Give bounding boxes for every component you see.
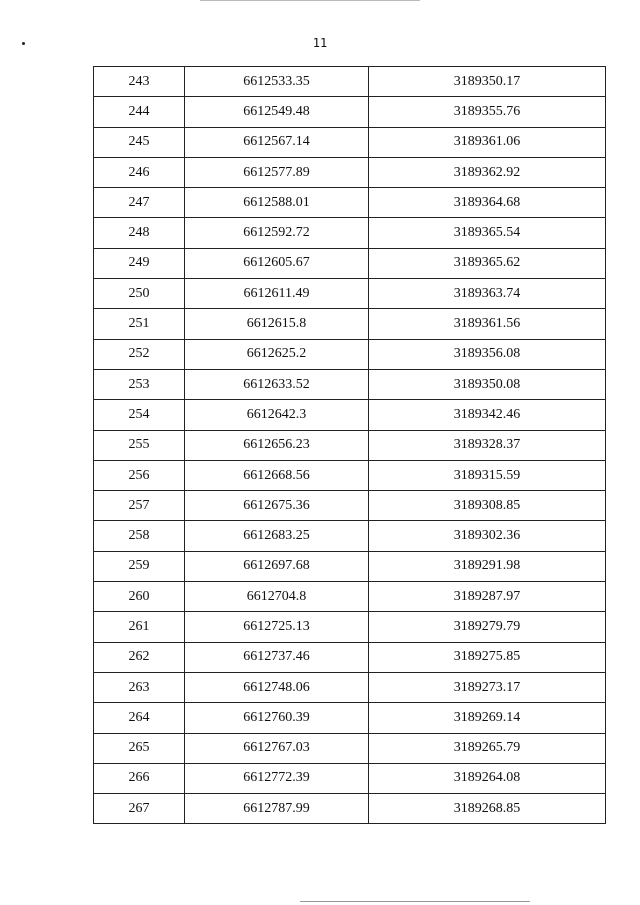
point-index-cell: 264 <box>94 703 185 733</box>
x-coordinate-cell: 6612615.8 <box>185 309 369 339</box>
point-index-cell: 249 <box>94 248 185 278</box>
point-index-cell: 246 <box>94 157 185 187</box>
y-coordinate-cell: 3189361.06 <box>369 127 606 157</box>
point-index-cell: 263 <box>94 672 185 702</box>
y-coordinate-cell: 3189308.85 <box>369 491 606 521</box>
point-index-cell: 248 <box>94 218 185 248</box>
y-coordinate-cell: 3189363.74 <box>369 279 606 309</box>
x-coordinate-cell: 6612577.89 <box>185 157 369 187</box>
point-index-cell: 245 <box>94 127 185 157</box>
x-coordinate-cell: 6612656.23 <box>185 430 369 460</box>
y-coordinate-cell: 3189279.79 <box>369 612 606 642</box>
x-coordinate-cell: 6612633.52 <box>185 369 369 399</box>
x-coordinate-cell: 6612567.14 <box>185 127 369 157</box>
x-coordinate-cell: 6612787.99 <box>185 794 369 824</box>
point-index-cell: 265 <box>94 733 185 763</box>
y-coordinate-cell: 3189365.54 <box>369 218 606 248</box>
y-coordinate-cell: 3189355.76 <box>369 97 606 127</box>
table-row <box>94 612 606 642</box>
table-row <box>94 97 606 127</box>
x-coordinate-cell: 6612668.56 <box>185 460 369 490</box>
table-row <box>94 67 606 97</box>
coordinate-table-body <box>94 67 606 824</box>
table-row <box>94 400 606 430</box>
x-coordinate-cell: 6612611.49 <box>185 279 369 309</box>
x-coordinate-cell: 6612697.68 <box>185 551 369 581</box>
page-number: 11 <box>312 36 328 50</box>
table-row <box>94 309 606 339</box>
y-coordinate-cell: 3189269.14 <box>369 703 606 733</box>
table-row <box>94 188 606 218</box>
x-coordinate-cell: 6612642.3 <box>185 400 369 430</box>
y-coordinate-cell: 3189291.98 <box>369 551 606 581</box>
x-coordinate-cell: 6612704.8 <box>185 582 369 612</box>
table-row <box>94 279 606 309</box>
x-coordinate-cell: 6612767.03 <box>185 733 369 763</box>
table-row <box>94 733 606 763</box>
point-index-cell: 250 <box>94 279 185 309</box>
point-index-cell: 255 <box>94 430 185 460</box>
point-index-cell: 267 <box>94 794 185 824</box>
x-coordinate-cell: 6612675.36 <box>185 491 369 521</box>
table-row <box>94 339 606 369</box>
y-coordinate-cell: 3189364.68 <box>369 188 606 218</box>
y-coordinate-cell: 3189365.62 <box>369 248 606 278</box>
y-coordinate-cell: 3189275.85 <box>369 642 606 672</box>
point-index-cell: 258 <box>94 521 185 551</box>
x-coordinate-cell: 6612725.13 <box>185 612 369 642</box>
table-row <box>94 672 606 702</box>
y-coordinate-cell: 3189356.08 <box>369 339 606 369</box>
point-index-cell: 257 <box>94 491 185 521</box>
x-coordinate-cell: 6612748.06 <box>185 672 369 702</box>
x-coordinate-cell: 6612625.2 <box>185 339 369 369</box>
x-coordinate-cell: 6612533.35 <box>185 67 369 97</box>
point-index-cell: 252 <box>94 339 185 369</box>
table-row <box>94 642 606 672</box>
x-coordinate-cell: 6612737.46 <box>185 642 369 672</box>
y-coordinate-cell: 3189268.85 <box>369 794 606 824</box>
point-index-cell: 251 <box>94 309 185 339</box>
table-row <box>94 582 606 612</box>
y-coordinate-cell: 3189264.08 <box>369 763 606 793</box>
table-row <box>94 794 606 824</box>
point-index-cell: 266 <box>94 763 185 793</box>
y-coordinate-cell: 3189350.17 <box>369 67 606 97</box>
x-coordinate-cell: 6612760.39 <box>185 703 369 733</box>
point-index-cell: 243 <box>94 67 185 97</box>
table-row <box>94 369 606 399</box>
y-coordinate-cell: 3189362.92 <box>369 157 606 187</box>
table-row <box>94 460 606 490</box>
y-coordinate-cell: 3189350.08 <box>369 369 606 399</box>
point-index-cell: 253 <box>94 369 185 399</box>
y-coordinate-cell: 3189315.59 <box>369 460 606 490</box>
y-coordinate-cell: 3189273.17 <box>369 672 606 702</box>
y-coordinate-cell: 3189361.56 <box>369 309 606 339</box>
scan-top-rule <box>200 0 420 1</box>
table-row <box>94 551 606 581</box>
y-coordinate-cell: 3189328.37 <box>369 430 606 460</box>
table-row <box>94 703 606 733</box>
point-index-cell: 259 <box>94 551 185 581</box>
x-coordinate-cell: 6612549.48 <box>185 97 369 127</box>
y-coordinate-cell: 3189302.36 <box>369 521 606 551</box>
coordinate-table <box>93 66 606 824</box>
table-row <box>94 248 606 278</box>
scan-bottom-rule <box>300 901 530 902</box>
x-coordinate-cell: 6612772.39 <box>185 763 369 793</box>
y-coordinate-cell: 3189265.79 <box>369 733 606 763</box>
point-index-cell: 256 <box>94 460 185 490</box>
y-coordinate-cell: 3189287.97 <box>369 582 606 612</box>
table-row <box>94 430 606 460</box>
table-row <box>94 521 606 551</box>
point-index-cell: 254 <box>94 400 185 430</box>
x-coordinate-cell: 6612588.01 <box>185 188 369 218</box>
table-row <box>94 763 606 793</box>
point-index-cell: 261 <box>94 612 185 642</box>
point-index-cell: 262 <box>94 642 185 672</box>
x-coordinate-cell: 6612592.72 <box>185 218 369 248</box>
point-index-cell: 247 <box>94 188 185 218</box>
x-coordinate-cell: 6612605.67 <box>185 248 369 278</box>
point-index-cell: 244 <box>94 97 185 127</box>
table-row <box>94 218 606 248</box>
table-row <box>94 157 606 187</box>
table-row <box>94 127 606 157</box>
x-coordinate-cell: 6612683.25 <box>185 521 369 551</box>
point-index-cell: 260 <box>94 582 185 612</box>
table-row <box>94 491 606 521</box>
y-coordinate-cell: 3189342.46 <box>369 400 606 430</box>
